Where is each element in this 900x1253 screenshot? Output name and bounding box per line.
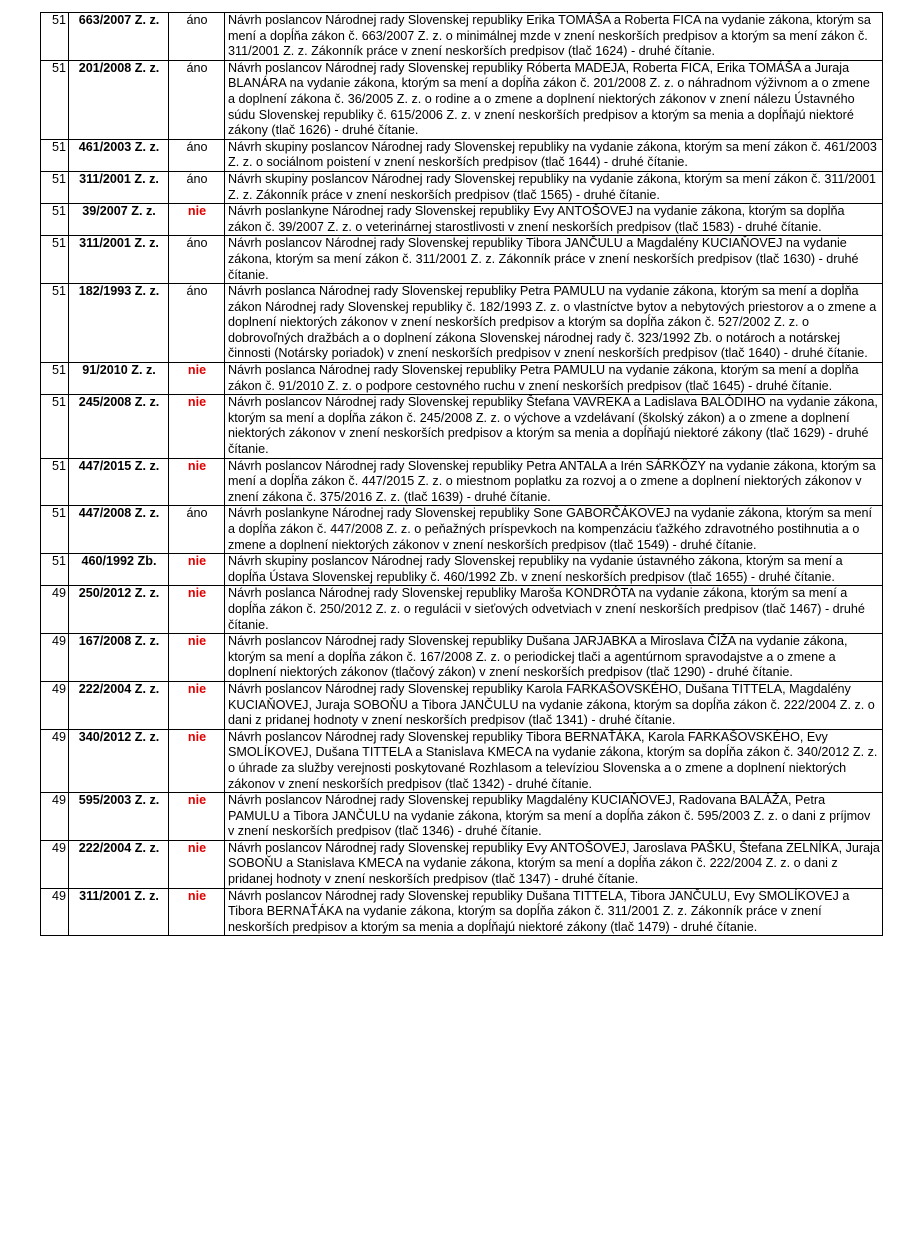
bill-description: Návrh poslancov Národnej rady Slovenskej republiky Štefana VAVREKA a Ladislava BALÓDIHO na vydanie zákona, ktorým sa mení a dopĺňa zákon č. 245/2008 Z. z. o výchove a vzdelávaní (školský zákon) a o zmene a doplnení niektorých zákonov v znení neskorších predpisov a ktorým sa menia a dopĺňajú niektoré zákony (tlač 1629) - druhé čítanie. (225, 395, 883, 458)
session-number: 51 (41, 395, 69, 458)
vote-result: áno (169, 284, 225, 363)
votes-table-body (41, 13, 883, 936)
vote-result: nie (169, 586, 225, 634)
bill-description: Návrh skupiny poslancov Národnej rady Slovenskej republiky na vydanie ústavného zákona, ktorým sa mení a dopĺňa Ústava Slovenskej republiky č. 460/1992 Zb. v znení neskorších predpisov (tlač 1655) - druhé čítanie. (225, 554, 883, 586)
vote-result: nie (169, 888, 225, 936)
table-row (41, 139, 883, 171)
law-number: 663/2007 Z. z. (69, 13, 169, 61)
bill-description: Návrh poslancov Národnej rady Slovenskej republiky Róberta MADEJA, Roberta FICA, Erika TOMÁŠA a Juraja BLANÁRA na vydanie zákona, ktorým sa mení a dopĺňa zákon č. 201/2008 Z. z. o náhradnom výživnom a o zmene a doplnení zákona č. 36/2005 Z. z. o rodine a o zmene a doplnení niektorých zákonov v znení nálezu Ústavného súdu Slovenskej republiky č. 615/2006 Z. z. v znení neskorších predpisov a ktorým sa menia a dopĺňajú niektoré zákony (tlač 1626) - druhé čítanie. (225, 60, 883, 139)
session-number: 49 (41, 586, 69, 634)
bill-description: Návrh poslanca Národnej rady Slovenskej republiky Petra PAMULU na vydanie zákona, ktorým sa mení a dopĺňa zákon č. 91/2010 Z. z. o podpore cestovného ruchu v znení neskorších predpisov (tlač 1645) - druhé čítanie. (225, 363, 883, 395)
table-row (41, 681, 883, 729)
session-number: 51 (41, 284, 69, 363)
session-number: 51 (41, 13, 69, 61)
bill-description: Návrh poslancov Národnej rady Slovenskej republiky Petra ANTALA a Irén SÁRKÖZY na vydanie zákona, ktorým sa mení a dopĺňa zákon č. 447/2015 Z. z. o miestnom poplatku za rozvoj a o zmene a doplnení niektorých zákonov v znení zákona č. 375/2016 Z. z. (tlač 1639) - druhé čítanie. (225, 458, 883, 506)
table-row (41, 506, 883, 554)
vote-result: áno (169, 236, 225, 284)
bill-description: Návrh poslancov Národnej rady Slovenskej republiky Magdalény KUCIAŇOVEJ, Radovana BALÁŽA, Petra PAMULU a Tibora JANČULU na vydanie zákona, ktorým sa mení a dopĺňa zákon č. 595/2003 Z. z. o dani z príjmov v znení neskorších predpisov (tlač 1346) - druhé čítanie. (225, 793, 883, 841)
session-number: 51 (41, 171, 69, 203)
session-number: 51 (41, 363, 69, 395)
vote-result: áno (169, 139, 225, 171)
session-number: 51 (41, 554, 69, 586)
vote-result: nie (169, 729, 225, 792)
law-number: 447/2008 Z. z. (69, 506, 169, 554)
session-number: 51 (41, 458, 69, 506)
law-number: 311/2001 Z. z. (69, 236, 169, 284)
bill-description: Návrh poslancov Národnej rady Slovenskej republiky Karola FARKAŠOVSKÉHO, Dušana TITTELA, Magdalény KUCIAŇOVEJ, Juraja SOBOŇU a Tibora JANČULU na vydanie zákona, ktorým sa dopĺňa zákon č. 222/2004 Z. z. o dani z pridanej hodnoty v znení neskorších predpisov (tlač 1341) - druhé čítanie. (225, 681, 883, 729)
table-row (41, 793, 883, 841)
law-number: 167/2008 Z. z. (69, 634, 169, 682)
session-number: 49 (41, 681, 69, 729)
law-number: 222/2004 Z. z. (69, 840, 169, 888)
law-number: 340/2012 Z. z. (69, 729, 169, 792)
table-row (41, 284, 883, 363)
bill-description: Návrh skupiny poslancov Národnej rady Slovenskej republiky na vydanie zákona, ktorým sa mení zákon č. 311/2001 Z. z. Zákonník práce v znení neskorších predpisov (tlač 1565) - druhé čítanie. (225, 171, 883, 203)
table-row (41, 204, 883, 236)
table-row (41, 554, 883, 586)
table-row (41, 363, 883, 395)
vote-result: nie (169, 458, 225, 506)
vote-result: áno (169, 506, 225, 554)
vote-result: nie (169, 363, 225, 395)
bill-description: Návrh poslancov Národnej rady Slovenskej republiky Dušana TITTELA, Tibora JANČULU, Evy SMOLÍKOVEJ a Tibora BERNAŤÁKA na vydanie zákona, ktorým sa dopĺňa zákon č. 311/2001 Z. z. Zákonník práce v znení neskorších predpisov a ktorým sa menia a dopĺňajú niektoré zákony (tlač 1479) - druhé čítanie. (225, 888, 883, 936)
table-row (41, 458, 883, 506)
bill-description: Návrh poslankyne Národnej rady Slovenskej republiky Sone GABORČÁKOVEJ na vydanie zákona, ktorým sa mení a dopĺňa zákon č. 447/2008 Z. z. o peňažných príspevkoch na kompenzáciu ťažkého zdravotného postihnutia a o zmene a doplnení niektorých zákonov v znení neskorších predpisov (tlač 1549) - druhé čítanie. (225, 506, 883, 554)
session-number: 51 (41, 139, 69, 171)
law-number: 39/2007 Z. z. (69, 204, 169, 236)
bill-description: Návrh poslanca Národnej rady Slovenskej republiky Maroša KONDRÓTA na vydanie zákona, ktorým sa mení a dopĺňa zákon č. 250/2012 Z. z. o regulácii v sieťových odvetviach v znení neskorších predpisov (tlač 1467) - druhé čítanie. (225, 586, 883, 634)
bill-description: Návrh poslancov Národnej rady Slovenskej republiky Tibora JANČULU a Magdalény KUCIAŇOVEJ na vydanie zákona, ktorým sa mení zákon č. 311/2001 Z. z. Zákonník práce v znení neskorších predpisov (tlač 1630) - druhé čítanie. (225, 236, 883, 284)
law-number: 245/2008 Z. z. (69, 395, 169, 458)
law-number: 311/2001 Z. z. (69, 171, 169, 203)
table-row (41, 840, 883, 888)
session-number: 51 (41, 204, 69, 236)
law-number: 595/2003 Z. z. (69, 793, 169, 841)
vote-result: nie (169, 634, 225, 682)
bill-description: Návrh skupiny poslancov Národnej rady Slovenskej republiky na vydanie zákona, ktorým sa mení zákon č. 461/2003 Z. z. o sociálnom poistení v znení neskorších predpisov (tlač 1644) - druhé čítanie. (225, 139, 883, 171)
law-number: 91/2010 Z. z. (69, 363, 169, 395)
bill-description: Návrh poslancov Národnej rady Slovenskej republiky Dušana JARJABKA a Miroslava ČÍŽA na vydanie zákona, ktorým sa mení a dopĺňa zákon č. 167/2008 Z. z. o periodickej tlači a agentúrnom spravodajstve a o zmene a doplnení niektorých zákonov (tlačový zákon) v znení neskorších predpisov (tlač 1290) - druhé čítanie. (225, 634, 883, 682)
bill-description: Návrh poslancov Národnej rady Slovenskej republiky Evy ANTOŠOVEJ, Jaroslava PAŠKU, Štefana ZELNÍKA, Juraja SOBOŇU a Stanislava KMECA na vydanie zákona, ktorým sa mení a dopĺňa zákon č. 222/2004 Z. z. o dani z pridanej hodnoty v znení neskorších predpisov (tlač 1347) - druhé čítanie. (225, 840, 883, 888)
session-number: 49 (41, 729, 69, 792)
table-row (41, 634, 883, 682)
table-row (41, 13, 883, 61)
bill-description: Návrh poslanca Národnej rady Slovenskej republiky Petra PAMULU na vydanie zákona, ktorým sa mení a dopĺňa zákon Národnej rady Slovenskej republiky č. 182/1993 Z. z. o vlastníctve bytov a nebytových priestorov a o zmene a doplnení niektorých zákonov v znení neskorších predpisov a ktorým sa dopĺňa zákon č. 527/2002 Z. z. o dobrovoľných dražbách a o doplnení zákona Slovenskej národnej rady č. 323/1992 Zb. o notároch a notárskej činnosti (Notársky poriadok) v znení neskorších predpisov v znení neskorších predpisov (tlač 1640) - druhé čítanie. (225, 284, 883, 363)
session-number: 51 (41, 60, 69, 139)
law-number: 461/2003 Z. z. (69, 139, 169, 171)
table-row (41, 888, 883, 936)
session-number: 49 (41, 634, 69, 682)
table-row (41, 171, 883, 203)
bill-description: Návrh poslancov Národnej rady Slovenskej republiky Erika TOMÁŠA a Roberta FICA na vydanie zákona, ktorým sa mení a dopĺňa zákon č. 663/2007 Z. z. o minimálnej mzde v znení neskorších predpisov a ktorým sa mení zákon č. 311/2001 Z. z. Zákonník práce v znení neskorších predpisov (tlač 1624) - druhé čítanie. (225, 13, 883, 61)
table-row (41, 395, 883, 458)
bill-description: Návrh poslancov Národnej rady Slovenskej republiky Tibora BERNAŤÁKA, Karola FARKAŠOVSKÉHO, Evy SMOLÍKOVEJ, Dušana TITTELA a Stanislava KMECA na vydanie zákona, ktorým sa dopĺňa zákon č. 340/2012 Z. z. o úhrade za služby verejnosti poskytované Rozhlasom a televíziou Slovenska a o zmene a doplnení niektorých zákonov v znení neskorších predpisov (tlač 1342) - druhé čítanie. (225, 729, 883, 792)
vote-result: áno (169, 171, 225, 203)
table-row (41, 729, 883, 792)
votes-table (40, 12, 883, 936)
vote-result: nie (169, 204, 225, 236)
table-row (41, 586, 883, 634)
law-number: 222/2004 Z. z. (69, 681, 169, 729)
vote-result: nie (169, 395, 225, 458)
vote-result: áno (169, 13, 225, 61)
law-number: 447/2015 Z. z. (69, 458, 169, 506)
vote-result: nie (169, 554, 225, 586)
vote-result: nie (169, 840, 225, 888)
law-number: 182/1993 Z. z. (69, 284, 169, 363)
bill-description: Návrh poslankyne Národnej rady Slovenskej republiky Evy ANTOŠOVEJ na vydanie zákona, ktorým sa dopĺňa zákon č. 39/2007 Z. z. o veterinárnej starostlivosti v znení neskorších predpisov (tlač 1583) - druhé čítanie. (225, 204, 883, 236)
law-number: 311/2001 Z. z. (69, 888, 169, 936)
vote-result: nie (169, 681, 225, 729)
session-number: 51 (41, 506, 69, 554)
law-number: 201/2008 Z. z. (69, 60, 169, 139)
table-row (41, 236, 883, 284)
session-number: 49 (41, 793, 69, 841)
vote-result: áno (169, 60, 225, 139)
vote-result: nie (169, 793, 225, 841)
session-number: 49 (41, 888, 69, 936)
law-number: 250/2012 Z. z. (69, 586, 169, 634)
session-number: 51 (41, 236, 69, 284)
law-number: 460/1992 Zb. (69, 554, 169, 586)
table-row (41, 60, 883, 139)
session-number: 49 (41, 840, 69, 888)
